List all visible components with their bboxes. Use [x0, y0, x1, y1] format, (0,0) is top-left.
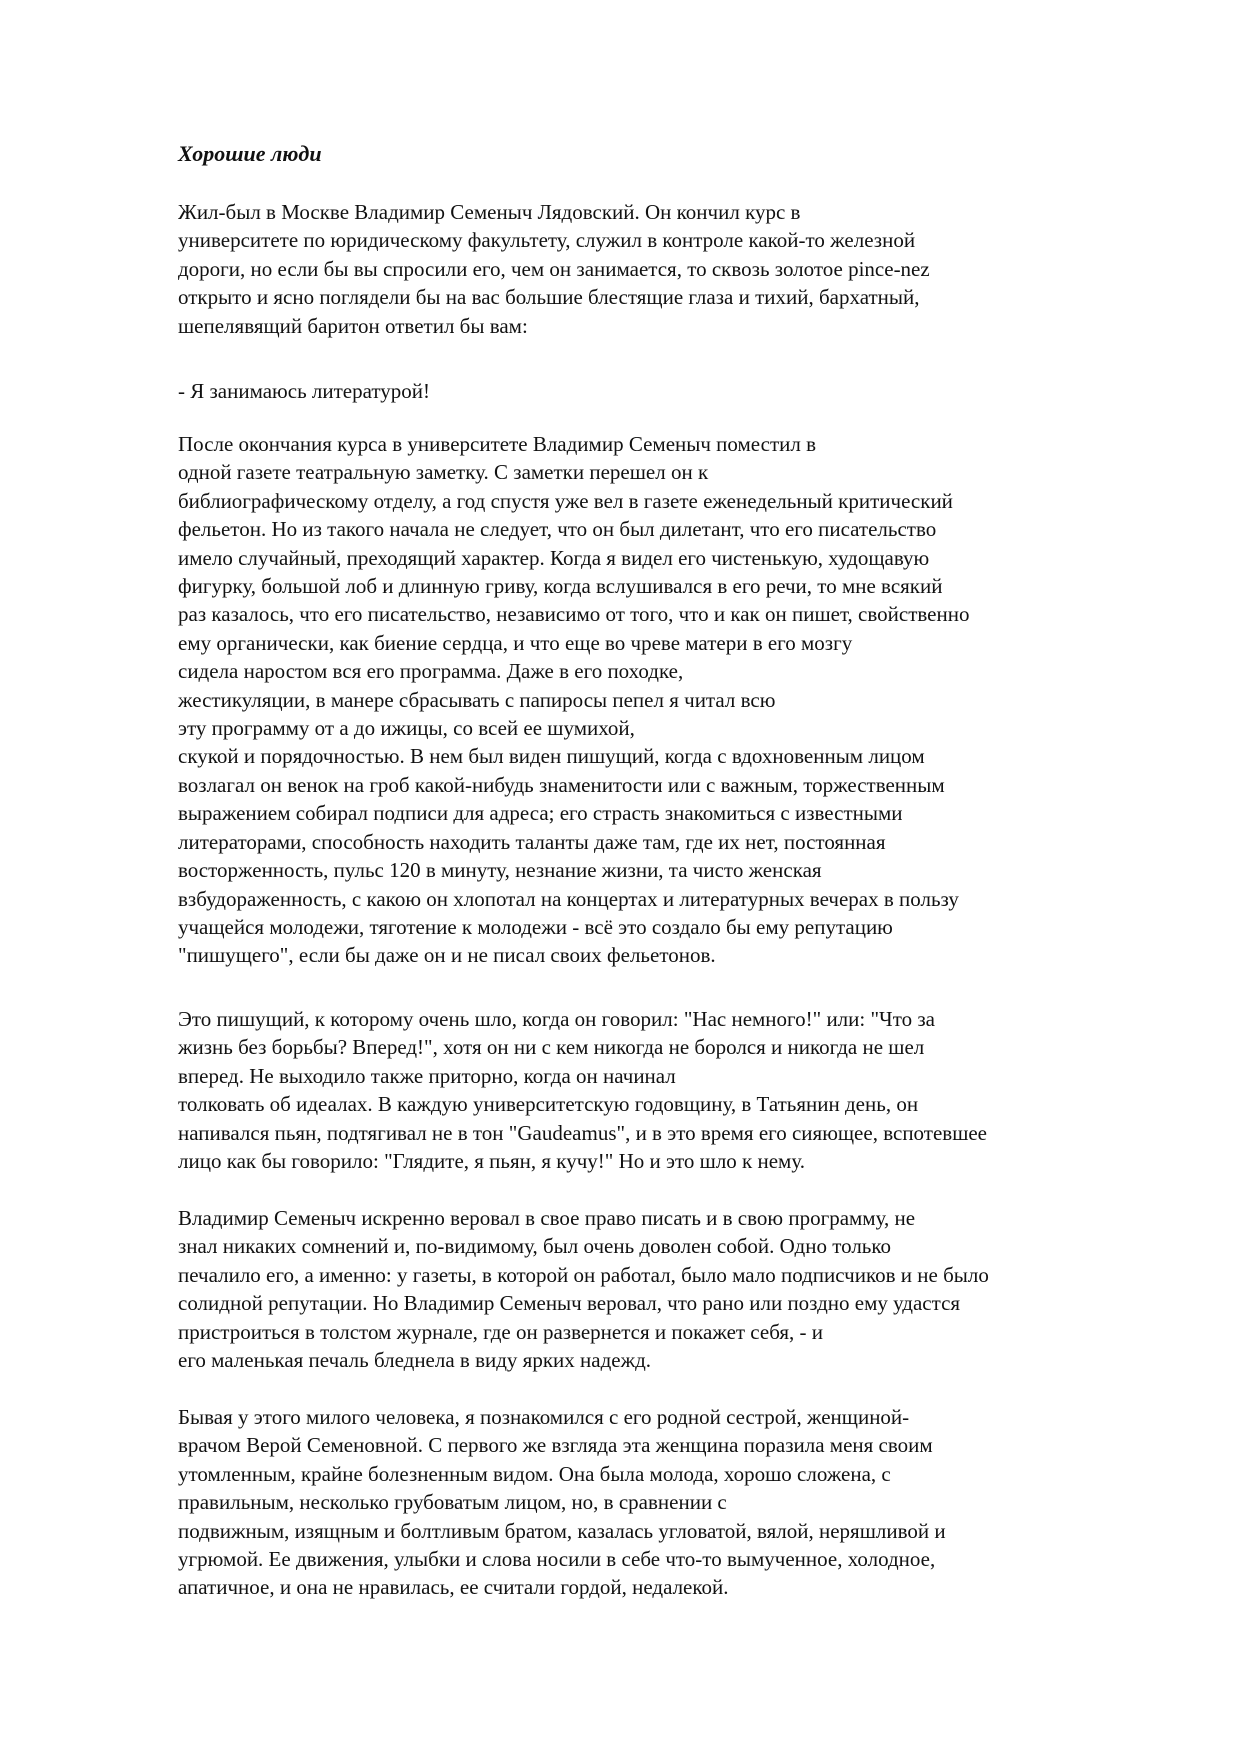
paragraph-2: [178, 377, 430, 405]
text-line: открыто и ясно поглядели бы на вас большие блестящие глаза и тихий, бархатный,: [178, 285, 920, 310]
text-line: апатичное, и она не нравилась, ее считали гордой, недалекой.: [178, 1575, 729, 1600]
text-line: дороги, но если бы вы спросили его, чем он занимается, то сквозь золотое pince-nez: [178, 256, 930, 281]
text-line: "пишущего", если бы даже он и не писал своих фельетонов.: [178, 943, 716, 968]
text-line: Бывая у этого милого человека, я познакомился с его родной сестрой, женщиной-: [178, 1405, 910, 1429]
document-title: Хорошие люди: [178, 141, 322, 166]
text-line: жестикуляции, в манере сбрасывать с папиросы пепел я читал всю: [178, 687, 776, 712]
text-line: Жил-был в Москве Владимир Семеныч Лядовский. Он кончил курс в: [178, 200, 801, 224]
text-line: литераторами, способность находить таланты даже там, где их нет, постоянная: [178, 829, 886, 854]
text-line: фельетон. Но из такого начала не следует, что он был дилетант, что его писательство: [178, 517, 937, 542]
text-line: подвижным, изящным и болтливым братом, казалась угловатой, вялой, неряшливой и: [178, 1518, 946, 1543]
text-line: - Я занимаюсь литературой!: [178, 379, 431, 403]
text-line: вперед. Не выходило также приторно, когда он начинал: [178, 1063, 676, 1088]
text-line: восторженность, пульс 120 в минуту, незнание жизни, та чисто женская: [178, 858, 822, 883]
text-line: сидела наростом вся его программа. Даже в его походке,: [178, 659, 684, 684]
text-line: выражением собирал подписи для адреса; его страсть знакомиться с известными: [178, 801, 903, 826]
text-line: эту программу от а до ижицы, со всей ее шумихой,: [178, 716, 635, 741]
paragraph-3: [178, 430, 969, 970]
text-line: взбудораженность, с какою он хлопотал на концертах и литературных вечерах в пользу: [178, 886, 959, 911]
text-line: одной газете театральную заметку. С заметки перешел он к: [178, 460, 709, 485]
text-line: пристроиться в толстом журнале, где он развернется и покажет себя, - и: [178, 1319, 824, 1344]
text-line: лицо как бы говорило: "Глядите, я пьян, я кучу!" Но и это шло к нему.: [178, 1149, 805, 1174]
paragraph-5: [178, 1204, 989, 1374]
text-line: возлагал он венок на гроб какой-нибудь знаменитости или с важным, торжественным: [178, 772, 945, 797]
text-line: Это пишущий, к которому очень шло, когда он говорил: "Нас немного!" или: "Что за: [178, 1007, 935, 1031]
text-line: Владимир Семеныч искренно веровал в свое право писать и в свою программу, не: [178, 1206, 916, 1230]
text-line: ему органически, как биение сердца, и что еще во чреве матери в его мозгу: [178, 630, 853, 655]
text-line: печалило его, а именно: у газеты, в которой он работал, было мало подписчиков и не было: [178, 1262, 989, 1287]
paragraph-6: [178, 1403, 946, 1602]
text-line: жизнь без борьбы? Вперед!", хотя он ни с кем никогда не боролся и никогда не шел: [178, 1035, 925, 1060]
text-line: знал никаких сомнений и, по-видимому, был очень доволен собой. Одно только: [178, 1234, 892, 1259]
paragraph-1: [178, 198, 930, 340]
text-line: фигурку, большой лоб и длинную гриву, когда вслушивался в его речи, то мне всякий: [178, 574, 943, 599]
text-line: университете по юридическому факультету, служил в контроле какой-то железной: [178, 228, 916, 253]
text-line: толковать об идеалах. В каждую университетскую годовщину, в Татьянин день, он: [178, 1092, 919, 1117]
text-line: врачом Верой Семеновной. С первого же взгляда эта женщина поразила меня своим: [178, 1433, 933, 1458]
text-line: раз казалось, что его писательство, независимо от того, что и как он пишет, свойственно: [178, 602, 970, 627]
text-line: шепелявящий баритон ответил бы вам:: [178, 313, 528, 338]
text-line: библиографическому отделу, а год спустя уже вел в газете еженедельный критический: [178, 488, 953, 513]
paragraph-4: [178, 1005, 987, 1175]
text-line: солидной репутации. Но Владимир Семеныч веровал, что рано или поздно ему удастся: [178, 1291, 961, 1316]
text-line: скукой и порядочностью. В нем был виден пишущий, когда с вдохновенным лицом: [178, 744, 925, 769]
text-line: его маленькая печаль бледнела в виду ярких надежд.: [178, 1348, 652, 1373]
text-line: После окончания курса в университете Владимир Семеныч поместил в: [178, 432, 817, 456]
text-line: имело случайный, преходящий характер. Когда я видел его чистенькую, худощавую: [178, 545, 930, 570]
text-line: утомленным, крайне болезненным видом. Она была молода, хорошо сложена, с: [178, 1461, 891, 1486]
text-line: угрюмой. Ее движения, улыбки и слова носили в себе что-то вымученное, холодное,: [178, 1547, 936, 1572]
text-line: напивался пьян, подтягивал не в тон "Gaudeamus", и в это время его сияющее, вспотевшее: [178, 1120, 988, 1145]
text-line: правильным, несколько грубоватым лицом, но, в сравнении с: [178, 1490, 727, 1515]
text-line: учащейся молодежи, тяготение к молодежи - всё это создало бы ему репутацию: [178, 914, 893, 939]
